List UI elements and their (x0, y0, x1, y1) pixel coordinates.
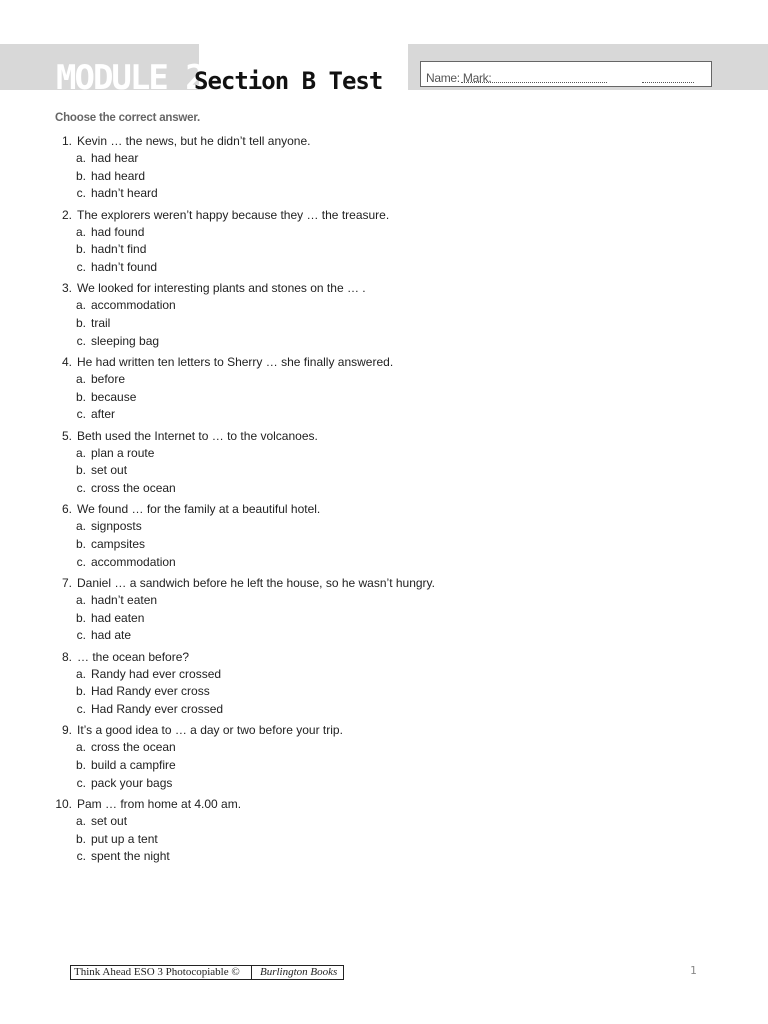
option-letter: a. (75, 814, 86, 829)
option-text: hadn’t eaten (91, 593, 158, 608)
option-text: accommodation (91, 554, 176, 569)
option-text: had eaten (91, 610, 145, 625)
option-letter: b. (75, 684, 86, 699)
question-text: Pam … from home at 4.00 am. (77, 797, 242, 812)
option-letter: b. (75, 168, 86, 183)
option-text: campsites (91, 536, 146, 551)
module-title: MODULE 2 (56, 58, 204, 98)
option-letter: c. (76, 849, 86, 864)
question-item (0, 500, 768, 571)
option-letter: a. (75, 224, 86, 239)
option-letter: a. (75, 740, 86, 755)
answer-option[interactable] (0, 259, 768, 277)
option-text: cross the ocean (91, 480, 176, 495)
question-number: 5. (61, 428, 72, 443)
question-stem (0, 279, 768, 297)
option-text: had ate (91, 628, 132, 643)
option-text: plan a route (91, 445, 155, 460)
question-number: 10. (55, 797, 72, 812)
answer-option[interactable] (0, 775, 768, 793)
option-text: had found (91, 224, 145, 239)
option-letter: b. (75, 389, 86, 404)
question-stem (0, 648, 768, 666)
option-letter: b. (75, 242, 86, 257)
page-number: 1 (690, 964, 697, 977)
option-text: before (91, 372, 126, 387)
option-text: set out (91, 814, 128, 829)
footer-left-text: Think Ahead ESO 3 Photocopiable © (74, 966, 240, 978)
question-item (0, 132, 768, 203)
option-text: set out (91, 463, 128, 478)
answer-option[interactable] (0, 480, 768, 498)
question-text: Daniel … a sandwich before he left the house, so he wasn’t hungry. (77, 576, 435, 591)
section-title: Section B Test (194, 67, 383, 95)
option-text: pack your bags (91, 775, 173, 790)
option-letter: b. (75, 831, 86, 846)
answer-option[interactable] (0, 813, 768, 831)
question-stem (0, 132, 768, 150)
option-letter: b. (75, 315, 86, 330)
option-letter: b. (75, 463, 86, 478)
option-text: had hear (91, 151, 139, 165)
name-mark-box (420, 61, 712, 87)
question-text: He had written ten letters to Sherry … she finally answered. (77, 355, 394, 370)
name-field[interactable] (461, 82, 607, 83)
option-text: put up a tent (91, 831, 158, 846)
option-text: because (91, 389, 137, 404)
option-text: sleeping bag (91, 333, 160, 348)
option-letter: a. (75, 298, 86, 313)
answer-option[interactable] (0, 150, 768, 168)
option-letter: b. (75, 610, 86, 625)
option-letter: c. (76, 333, 86, 348)
option-letter: b. (75, 536, 86, 551)
answer-option[interactable] (0, 389, 768, 407)
answer-option[interactable] (0, 333, 768, 351)
option-letter: c. (76, 775, 86, 790)
answer-option[interactable] (0, 536, 768, 554)
question-number: 6. (61, 502, 72, 517)
question-stem (0, 500, 768, 518)
footer-publisher: Burlington Books (260, 966, 338, 978)
answer-option[interactable] (0, 592, 768, 610)
option-text: cross the ocean (91, 740, 176, 755)
answer-option[interactable] (0, 185, 768, 203)
option-letter: a. (75, 593, 86, 608)
option-letter: c. (76, 480, 86, 495)
option-text: build a campfire (91, 757, 176, 772)
question-number: 1. (61, 134, 72, 148)
question-list (0, 132, 768, 869)
answer-option[interactable] (0, 666, 768, 684)
instructions: Choose the correct answer. (55, 112, 200, 124)
question-item (0, 574, 768, 645)
question-item (0, 648, 768, 719)
question-item (0, 427, 768, 498)
question-text: It’s a good idea to … a day or two before your trip. (77, 723, 343, 738)
answer-option[interactable] (0, 445, 768, 463)
option-text: trail (91, 315, 111, 330)
question-item (0, 721, 768, 792)
question-text: Beth used the Internet to … to the volcanoes. (77, 428, 318, 443)
question-number: 9. (61, 723, 72, 738)
option-text: Randy had ever crossed (91, 666, 222, 681)
answer-option[interactable] (0, 518, 768, 536)
option-letter: a. (75, 666, 86, 681)
option-letter: c. (76, 407, 86, 422)
answer-option[interactable] (0, 831, 768, 849)
question-text: We found … for the family at a beautiful hotel. (77, 502, 321, 517)
answer-option[interactable] (0, 224, 768, 242)
answer-option[interactable] (0, 554, 768, 572)
footer-copyright (70, 965, 344, 980)
answer-option[interactable] (0, 315, 768, 333)
option-letter: c. (76, 259, 86, 274)
question-text: … the ocean before? (77, 649, 190, 664)
option-text: had heard (91, 168, 146, 183)
answer-option[interactable] (0, 168, 768, 186)
question-item (0, 353, 768, 424)
answer-option[interactable] (0, 297, 768, 315)
question-text: The explorers weren’t happy because they … the treasure. (77, 207, 390, 222)
question-number: 7. (61, 576, 72, 591)
option-text: hadn’t found (91, 259, 158, 274)
option-text: Had Randy ever crossed (91, 701, 224, 716)
question-stem (0, 721, 768, 739)
question-number: 3. (61, 281, 72, 296)
mark-field[interactable] (642, 82, 694, 83)
name-label: Name: (426, 71, 460, 85)
question-stem (0, 574, 768, 592)
question-number: 4. (61, 355, 72, 370)
question-item (0, 279, 768, 350)
option-text: spent the night (91, 849, 170, 864)
option-letter: c. (76, 701, 86, 716)
option-text: hadn’t find (91, 242, 147, 257)
option-text: hadn’t heard (91, 186, 158, 201)
option-text: signposts (91, 519, 142, 534)
answer-option[interactable] (0, 683, 768, 701)
option-letter: a. (75, 151, 86, 165)
question-stem (0, 206, 768, 224)
answer-option[interactable] (0, 848, 768, 866)
footer-divider (251, 965, 252, 980)
mark-label: Mark: (462, 71, 492, 85)
option-letter: a. (75, 519, 86, 534)
answer-option[interactable] (0, 371, 768, 389)
answer-option[interactable] (0, 701, 768, 719)
option-text: Had Randy ever cross (91, 684, 210, 699)
option-text: accommodation (91, 298, 176, 313)
option-letter: a. (75, 445, 86, 460)
question-item (0, 795, 768, 866)
question-text: Kevin … the news, but he didn’t tell anyone. (77, 134, 311, 148)
question-item (0, 206, 768, 277)
option-letter: b. (75, 757, 86, 772)
question-number: 2. (61, 207, 72, 222)
answer-option[interactable] (0, 610, 768, 628)
answer-option[interactable] (0, 627, 768, 645)
option-letter: c. (76, 628, 86, 643)
question-stem (0, 353, 768, 371)
answer-option[interactable] (0, 757, 768, 775)
answer-option[interactable] (0, 241, 768, 259)
question-text: We looked for interesting plants and stones on the … . (77, 281, 366, 296)
answer-option[interactable] (0, 406, 768, 424)
question-number: 8. (61, 649, 72, 664)
question-stem (0, 427, 768, 445)
answer-option[interactable] (0, 462, 768, 480)
option-letter: c. (76, 554, 86, 569)
answer-option[interactable] (0, 739, 768, 757)
question-stem (0, 795, 768, 813)
option-letter: c. (76, 186, 86, 201)
option-letter: a. (75, 372, 86, 387)
option-text: after (91, 407, 116, 422)
